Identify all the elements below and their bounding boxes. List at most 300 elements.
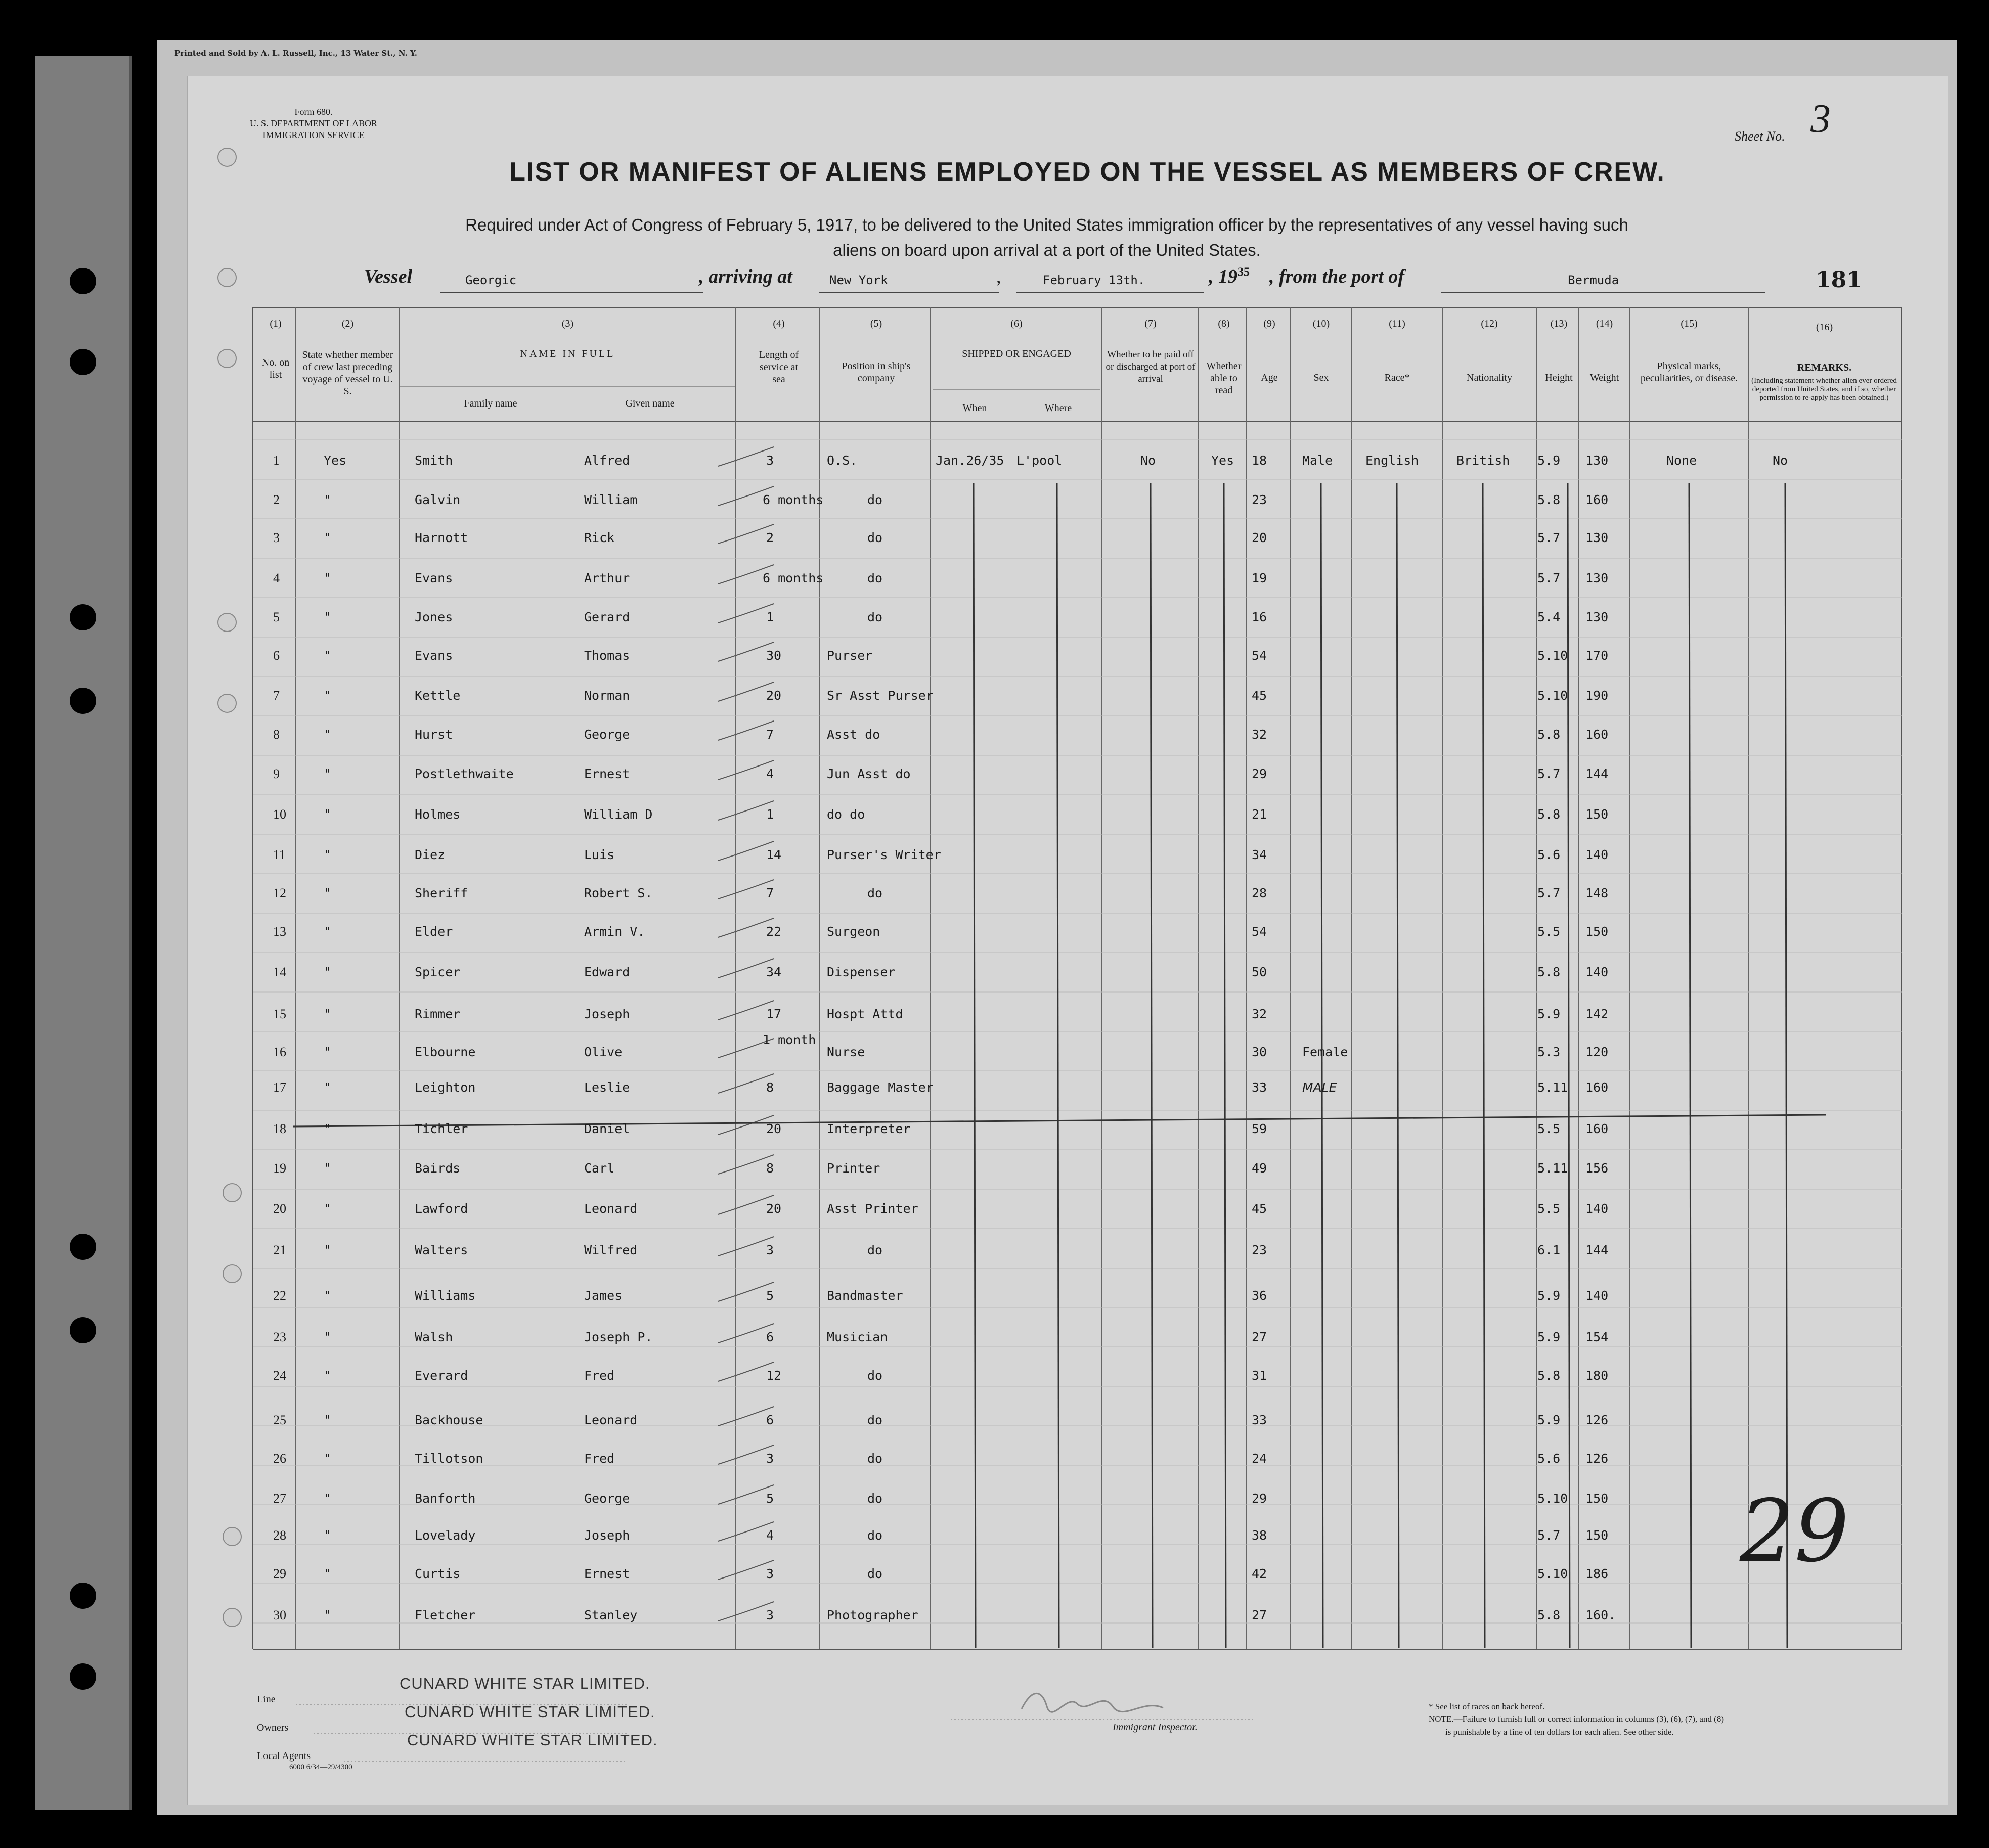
cell-given: Carl — [584, 1161, 615, 1176]
cell-family: Lawford — [415, 1201, 468, 1216]
cell-given: Thomas — [584, 648, 630, 663]
col-position-header: Position in ship's company — [842, 360, 911, 384]
cell-height: 5.8 — [1537, 727, 1561, 742]
cell-family: Everard — [415, 1368, 468, 1383]
cell-height: 5.7 — [1537, 886, 1561, 900]
cell-prev: " — [324, 1121, 332, 1136]
cell-given: Robert S. — [584, 886, 653, 900]
cell-age: 54 — [1252, 924, 1267, 939]
cell-no: 26 — [273, 1451, 286, 1466]
cell-family: Hurst — [415, 727, 453, 742]
cell-height: 5.8 — [1537, 807, 1561, 822]
cell-age: 50 — [1252, 965, 1267, 979]
inspector-label: Immigrant Inspector. — [1113, 1722, 1198, 1733]
col-name-header: NAME IN FULL — [520, 348, 615, 359]
cell-height: 5.8 — [1537, 965, 1561, 979]
cell-age: 32 — [1252, 1007, 1267, 1021]
cell-height: 5.5 — [1537, 1201, 1561, 1216]
line-label: Line — [257, 1694, 276, 1705]
print-code: 6000 6/34—29/4300 — [289, 1763, 352, 1771]
cell-position: Bandmaster — [827, 1288, 903, 1303]
cell-height: 5.10 — [1537, 688, 1568, 703]
cell-age: 21 — [1252, 807, 1267, 822]
cell-weight: 150 — [1585, 1528, 1609, 1543]
cell-given: James — [584, 1288, 623, 1303]
cell-race: English — [1365, 453, 1419, 468]
col-prev-voyage-header: State whether member of crew last preceding voyage of vessel to U. S. — [302, 349, 393, 397]
cell-age: 27 — [1252, 1608, 1267, 1622]
cell-age: 24 — [1252, 1451, 1267, 1466]
cell-age: 33 — [1252, 1080, 1267, 1095]
cell-weight: 170 — [1585, 648, 1609, 663]
cell-service: 7 — [766, 727, 774, 742]
cell-weight: 130 — [1585, 453, 1609, 468]
cell-prev: " — [324, 1045, 332, 1059]
cell-height: 5.7 — [1537, 1528, 1561, 1543]
cell-weight: 154 — [1585, 1330, 1609, 1344]
cell-family: Evans — [415, 648, 453, 663]
cell-age: 59 — [1252, 1121, 1267, 1136]
cell-age: 42 — [1252, 1566, 1267, 1581]
cell-no: 7 — [273, 688, 280, 703]
col-given-header: Given name — [625, 398, 675, 409]
cell-height: 5.7 — [1537, 571, 1561, 585]
cell-service: 17 — [766, 1007, 782, 1021]
col-remarks-note: (Including statement whether alien ever ordered deported from United States, and if so, whether permission to re-apply has been obtained.) — [1751, 377, 1897, 402]
cell-service: 3 — [766, 1243, 774, 1257]
cell-position: do — [867, 1451, 883, 1466]
cell-prev: " — [324, 1413, 332, 1427]
cell-no: 30 — [273, 1608, 286, 1622]
cell-age: 45 — [1252, 1201, 1267, 1216]
cell-height: 5.3 — [1537, 1045, 1561, 1059]
cell-family: Holmes — [415, 807, 461, 822]
cell-age: 34 — [1252, 847, 1267, 862]
cell-weight: 156 — [1585, 1161, 1609, 1176]
cell-given: Daniel — [584, 1121, 630, 1136]
cell-given: William — [584, 492, 638, 507]
cell-age: 23 — [1252, 1243, 1267, 1257]
cell-family: Elder — [415, 924, 453, 939]
cell-family: Banforth — [415, 1491, 476, 1506]
cell-prev: " — [324, 1161, 332, 1176]
cell-when: Jan.26/35 — [936, 453, 1004, 468]
cell-weight: 144 — [1585, 767, 1609, 781]
cell-family: Evans — [415, 571, 453, 585]
col-paid-off-header: Whether to be paid off or discharged at port of arrival — [1106, 349, 1196, 384]
cell-service: 3 — [766, 1451, 774, 1466]
line-stamp: CUNARD WHITE STAR LIMITED. — [400, 1675, 650, 1692]
cell-service: 6 months — [763, 492, 824, 507]
cell-age: 45 — [1252, 688, 1267, 703]
cell-service: 6 months — [763, 571, 824, 585]
cell-given: Arthur — [584, 571, 630, 585]
col-read-header: Whether able to read — [1206, 360, 1242, 396]
cell-family: Elbourne — [415, 1045, 476, 1059]
cell-age: 18 — [1252, 453, 1267, 468]
cell-family: Galvin — [415, 492, 461, 507]
cell-prev: " — [324, 1451, 332, 1466]
cell-no: 1 — [273, 453, 280, 468]
cell-no: 16 — [273, 1045, 286, 1059]
cell-height: 5.5 — [1537, 1121, 1561, 1136]
cell-weight: 150 — [1585, 807, 1609, 822]
cell-weight: 140 — [1585, 847, 1609, 862]
cell-weight: 144 — [1585, 1243, 1609, 1257]
cell-height: 5.11 — [1537, 1161, 1568, 1176]
col-service-header: Length of service at sea — [759, 349, 799, 385]
cell-weight: 180 — [1585, 1368, 1609, 1383]
cell-given: Norman — [584, 688, 630, 703]
cell-height: 5.10 — [1537, 648, 1568, 663]
cell-age: 28 — [1252, 886, 1267, 900]
cell-height: 5.9 — [1537, 1413, 1561, 1427]
cell-age: 32 — [1252, 727, 1267, 742]
cell-position: do — [867, 1491, 883, 1506]
cell-given: Olive — [584, 1045, 623, 1059]
cell-read: Yes — [1211, 453, 1234, 468]
cell-remarks: No — [1773, 453, 1788, 468]
cell-position: do — [867, 886, 883, 900]
cell-weight: 160 — [1585, 727, 1609, 742]
arriving-label: , arriving at — [699, 266, 792, 287]
cell-height: 5.11 — [1537, 1080, 1568, 1095]
arrival-port: New York — [829, 273, 888, 287]
cell-no: 6 — [273, 648, 280, 663]
cell-position: do — [867, 610, 883, 624]
cell-family: Williams — [415, 1288, 476, 1303]
vessel-name: Georgic — [465, 273, 517, 287]
inspector-signature — [1011, 1684, 1183, 1719]
cell-no: 20 — [273, 1201, 286, 1216]
cell-given: Leonard — [584, 1201, 638, 1216]
cell-position: Asst Printer — [827, 1201, 918, 1216]
cell-service: 4 — [766, 767, 774, 781]
cell-no: 23 — [273, 1330, 286, 1344]
cell-height: 5.10 — [1537, 1491, 1568, 1506]
cell-prev: " — [324, 492, 332, 507]
sheet-number: 3 — [1810, 97, 1831, 141]
cell-age: 23 — [1252, 492, 1267, 507]
cell-service: 2 — [766, 530, 774, 545]
cell-service: 30 — [766, 648, 782, 663]
cell-service: 6 — [766, 1413, 774, 1427]
cell-given: Joseph — [584, 1528, 630, 1543]
cell-height: 5.7 — [1537, 530, 1561, 545]
cell-age: 31 — [1252, 1368, 1267, 1383]
cell-prev: " — [324, 1330, 332, 1344]
cell-age: 27 — [1252, 1330, 1267, 1344]
col-age-header: Age — [1261, 372, 1278, 383]
cell-service: 8 — [766, 1080, 774, 1095]
owners-label: Owners — [257, 1722, 289, 1733]
cell-age: 36 — [1252, 1288, 1267, 1303]
cell-position: Printer — [827, 1161, 880, 1176]
cell-height: 5.8 — [1537, 1608, 1561, 1622]
cell-weight: 140 — [1585, 1201, 1609, 1216]
cell-family: Rimmer — [415, 1007, 461, 1021]
cell-weight: 126 — [1585, 1413, 1609, 1427]
cell-height: 5.7 — [1537, 767, 1561, 781]
col-race-header: Race* — [1384, 372, 1410, 383]
cell-service: 5 — [766, 1491, 774, 1506]
cell-weight: 130 — [1585, 571, 1609, 585]
cell-family: Fletcher — [415, 1608, 476, 1622]
cell-weight: 126 — [1585, 1451, 1609, 1466]
cell-sex: Female — [1302, 1045, 1348, 1059]
handwritten-tally: 29 — [1740, 1481, 1849, 1582]
cell-nationality: British — [1456, 453, 1510, 468]
cell-no: 5 — [273, 610, 280, 624]
cell-service: 8 — [766, 1161, 774, 1176]
cell-family: Spicer — [415, 965, 461, 979]
cell-where: L'pool — [1016, 453, 1063, 468]
cell-prev: " — [324, 886, 332, 900]
agents-stamp: CUNARD WHITE STAR LIMITED. — [407, 1731, 658, 1749]
cell-age: 33 — [1252, 1413, 1267, 1427]
cell-given: Luis — [584, 847, 615, 862]
from-label: , from the port of — [1269, 266, 1405, 287]
cell-position: do do — [827, 807, 865, 822]
cell-no: 25 — [273, 1413, 286, 1427]
cell-no: 17 — [273, 1080, 286, 1095]
races-note: * See list of races on back hereof. — [1429, 1702, 1545, 1711]
cell-no: 4 — [273, 571, 280, 585]
cell-family: Postlethwaite — [415, 767, 514, 781]
cell-position: do — [867, 1566, 883, 1581]
cell-no: 15 — [273, 1007, 286, 1021]
owners-stamp: CUNARD WHITE STAR LIMITED. — [405, 1703, 655, 1721]
cell-weight: 160. — [1585, 1608, 1616, 1622]
col-nationality-header: Nationality — [1467, 372, 1512, 383]
cell-prev: " — [324, 847, 332, 862]
cell-position: do — [867, 492, 883, 507]
cell-given: Wilfred — [584, 1243, 638, 1257]
cell-height: 5.9 — [1537, 453, 1561, 468]
cell-given: Ernest — [584, 1566, 630, 1581]
cell-service: 5 — [766, 1288, 774, 1303]
cell-height: 5.4 — [1537, 610, 1561, 624]
cell-weight: 186 — [1585, 1566, 1609, 1581]
year-prefix: 19 — [1218, 266, 1237, 287]
cell-position: Sr Asst Purser — [827, 688, 934, 703]
cell-height: 5.10 — [1537, 1566, 1568, 1581]
cell-family: Walsh — [415, 1330, 453, 1344]
cell-service: 1 — [766, 807, 774, 822]
cell-family: Backhouse — [415, 1413, 483, 1427]
col-height-header: Height — [1545, 372, 1573, 383]
cell-service: 20 — [766, 1121, 782, 1136]
cell-position: Dispenser — [827, 965, 896, 979]
service: IMMIGRATION SERVICE — [262, 130, 365, 140]
cell-prev: " — [324, 924, 332, 939]
failure-note: NOTE.—Failure to furnish full or correct information in columns (3), (6), (7), and (8) — [1429, 1714, 1724, 1724]
cell-age: 30 — [1252, 1045, 1267, 1059]
subtitle-line-2: aliens on board upon arrival at a port of the United States. — [833, 241, 1261, 259]
cell-no: 24 — [273, 1368, 286, 1383]
cell-weight: 140 — [1585, 965, 1609, 979]
cell-no: 11 — [273, 847, 286, 862]
department: U. S. DEPARTMENT OF LABOR — [250, 118, 377, 128]
cell-service: 7 — [766, 886, 774, 900]
cell-height: 5.9 — [1537, 1330, 1561, 1344]
col-family-header: Family name — [464, 398, 517, 409]
cell-prev: " — [324, 1368, 332, 1383]
cell-weight: 130 — [1585, 530, 1609, 545]
cell-position: do — [867, 571, 883, 585]
cell-no: 22 — [273, 1288, 286, 1303]
cell-given: Joseph — [584, 1007, 630, 1021]
cell-height: 5.6 — [1537, 847, 1561, 862]
cell-prev: " — [324, 530, 332, 545]
cell-service: 3 — [766, 1608, 774, 1622]
arrival-date: February 13th. — [1043, 273, 1145, 287]
cell-height: 6.1 — [1537, 1243, 1561, 1257]
col-weight-header: Weight — [1589, 372, 1619, 383]
fine-note: is punishable by a fine of ten dollars for each alien. See other side. — [1445, 1727, 1674, 1737]
cell-service: 12 — [766, 1368, 782, 1383]
col-sex-header: Sex — [1313, 372, 1329, 383]
cell-no: 29 — [273, 1566, 286, 1581]
cell-height: 5.9 — [1537, 1007, 1561, 1021]
cell-marks: None — [1666, 453, 1697, 468]
cell-prev: " — [324, 1243, 332, 1257]
cell-no: 9 — [273, 767, 280, 781]
vessel-label: Vessel — [364, 266, 412, 287]
cell-position: Hospt Attd — [827, 1007, 903, 1021]
cell-no: 3 — [273, 530, 280, 545]
col-when-header: When — [962, 402, 987, 414]
cell-position: Photographer — [827, 1608, 918, 1622]
cell-height: 5.8 — [1537, 492, 1561, 507]
cell-given: Leonard — [584, 1413, 638, 1427]
cell-family: Leighton — [415, 1080, 476, 1095]
cell-age: 49 — [1252, 1161, 1267, 1176]
cell-service: 3 — [766, 453, 774, 468]
cell-prev: " — [324, 965, 332, 979]
cell-no: 13 — [273, 924, 286, 939]
cell-no: 8 — [273, 727, 280, 742]
cell-family: Bairds — [415, 1161, 461, 1176]
cell-given: Fred — [584, 1451, 615, 1466]
cell-family: Lovelady — [415, 1528, 476, 1543]
cell-given: George — [584, 1491, 630, 1506]
cell-weight: 142 — [1585, 1007, 1609, 1021]
cell-service: 1 month — [763, 1032, 816, 1047]
cell-weight: 160 — [1585, 1121, 1609, 1136]
cell-no: 10 — [273, 807, 286, 822]
cell-sex: MALE — [1302, 1080, 1337, 1095]
cell-prev: " — [324, 1288, 332, 1303]
cell-given: Leslie — [584, 1080, 630, 1095]
cell-height: 5.8 — [1537, 1368, 1561, 1383]
cell-prev: " — [324, 727, 332, 742]
cell-prev: " — [324, 807, 332, 822]
cell-age: 19 — [1252, 571, 1267, 585]
cell-family: Smith — [415, 453, 453, 468]
cell-prev: " — [324, 1566, 332, 1581]
cell-paid: No — [1140, 453, 1156, 468]
cell-no: 12 — [273, 886, 286, 900]
cell-given: Alfred — [584, 453, 630, 468]
cell-no: 19 — [273, 1161, 286, 1176]
cell-given: Stanley — [584, 1608, 638, 1622]
cell-no: 21 — [273, 1243, 286, 1257]
cell-sex: Male — [1302, 453, 1333, 468]
cell-family: Sheriff — [415, 886, 468, 900]
cell-age: 16 — [1252, 610, 1267, 624]
page-title: LIST OR MANIFEST OF ALIENS EMPLOYED ON THE VESSEL AS MEMBERS OF CREW. — [509, 157, 1665, 187]
cell-prev: " — [324, 1080, 332, 1095]
cell-service: 20 — [766, 1201, 782, 1216]
year-suffix: 35 — [1237, 265, 1250, 279]
cell-weight: 140 — [1585, 1288, 1609, 1303]
cell-no: 28 — [273, 1528, 286, 1543]
cell-given: Rick — [584, 530, 615, 545]
cell-family: Diez — [415, 847, 446, 862]
cell-prev: " — [324, 1608, 332, 1622]
cell-family: Jones — [415, 610, 453, 624]
cell-position: Nurse — [827, 1045, 865, 1059]
cell-no: 2 — [273, 492, 280, 507]
cell-height: 5.6 — [1537, 1451, 1561, 1466]
cell-height: 5.5 — [1537, 924, 1561, 939]
cell-weight: 120 — [1585, 1045, 1609, 1059]
cell-family: Tillotson — [415, 1451, 483, 1466]
printer-line: Printed and Sold by A. L. Russell, Inc., 13 Water St., N. Y. — [174, 49, 417, 58]
cell-prev: " — [324, 1201, 332, 1216]
cell-family: Curtis — [415, 1566, 461, 1581]
cell-age: 29 — [1252, 1491, 1267, 1506]
cell-given: Armin V. — [584, 924, 645, 939]
cell-prev: " — [324, 1491, 332, 1506]
cell-age: 29 — [1252, 767, 1267, 781]
cell-height: 5.9 — [1537, 1288, 1561, 1303]
cell-given: William D — [584, 807, 653, 822]
cell-weight: 160 — [1585, 492, 1609, 507]
cell-position: Purser — [827, 648, 873, 663]
cell-position: O.S. — [827, 453, 858, 468]
cell-family: Harnott — [415, 530, 468, 545]
cell-position: do — [867, 530, 883, 545]
cell-given: Gerard — [584, 610, 630, 624]
col-remarks-header: REMARKS. — [1797, 362, 1852, 373]
cell-given: Ernest — [584, 767, 630, 781]
cell-service: 14 — [766, 847, 782, 862]
cell-given: George — [584, 727, 630, 742]
cell-age: 38 — [1252, 1528, 1267, 1543]
cell-weight: 190 — [1585, 688, 1609, 703]
cell-position: do — [867, 1413, 883, 1427]
col-where-header: Where — [1044, 402, 1072, 414]
cell-service: 22 — [766, 924, 782, 939]
cell-service: 1 — [766, 610, 774, 624]
cell-service: 34 — [766, 965, 782, 979]
col-shipped-header: SHIPPED OR ENGAGED — [962, 348, 1071, 359]
cell-service: 6 — [766, 1330, 774, 1344]
cell-position: Purser's Writer — [827, 847, 941, 862]
cell-position: Jun Asst do — [827, 767, 911, 781]
cell-weight: 150 — [1585, 924, 1609, 939]
cell-service: 4 — [766, 1528, 774, 1543]
cell-service: 3 — [766, 1566, 774, 1581]
from-port: Bermuda — [1568, 273, 1619, 287]
cell-no: 27 — [273, 1491, 286, 1506]
subtitle-line-1: Required under Act of Congress of February 5, 1917, to be delivered to the United States immigration officer by the representatives of any vessel having such — [465, 215, 1628, 234]
cell-position: Baggage Master — [827, 1080, 934, 1095]
cell-position: Interpreter — [827, 1121, 911, 1136]
col-marks-header: Physical marks, peculiarities, or disease. — [1640, 360, 1738, 384]
